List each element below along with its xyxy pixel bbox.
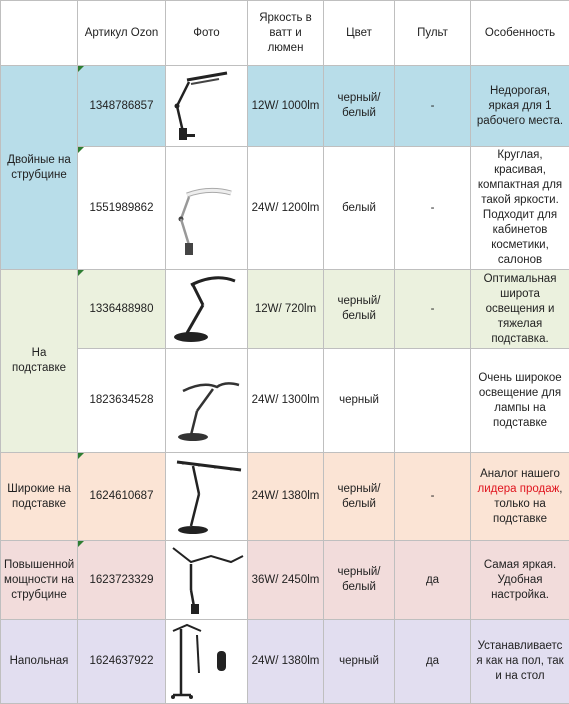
article-cell[interactable]: 1551989862: [78, 147, 166, 270]
table-row: [1, 66, 569, 147]
article-cell[interactable]: 1823634528: [78, 349, 166, 453]
remote-cell: -: [395, 147, 471, 270]
color-cell: черный/ белый: [324, 66, 395, 147]
lamp-photo: [166, 147, 248, 270]
group-label-floor: Напольная: [1, 620, 78, 704]
table-row: [1, 147, 569, 270]
feature-cell: Круглая, красивая, компактная для такой яркости. Подходит для кабинетов косметики, салонов: [471, 147, 569, 270]
feature-cell: [471, 453, 569, 541]
brightness-cell: 24W/ 1300lm: [248, 349, 324, 453]
feature-text: Аналог нашего: [480, 468, 560, 480]
header-color: Цвет: [324, 1, 395, 66]
header-brightness: Яркость в ватт и люмен: [248, 1, 324, 66]
group-label-wide-stand: Широкие на подставке: [1, 453, 78, 541]
header-photo: Фото: [166, 1, 248, 66]
feature-cell: Устанавливаетс я как на пол, так и на стол: [471, 620, 569, 704]
color-cell: белый: [324, 147, 395, 270]
lamp-photo: [166, 270, 248, 349]
remote-cell: да: [395, 620, 471, 704]
group-label-clamp-double: Двойные на струбцине: [1, 66, 78, 270]
header-article: Артикул Ozon: [78, 1, 166, 66]
article-cell[interactable]: 1623723329: [78, 541, 166, 620]
group-label-high-power: Повышенной мощности на струбцине: [1, 541, 78, 620]
feature-cell: Оптимальная широта освещения и тяжелая подставка.: [471, 270, 569, 349]
table-row: [1, 620, 569, 704]
remote-cell: -: [395, 270, 471, 349]
clamp-lamp-image: [169, 68, 245, 144]
article-cell[interactable]: 1624610687: [78, 453, 166, 541]
group-label-stand: На подставке: [1, 270, 78, 453]
brightness-cell: 24W/ 1200lm: [248, 147, 324, 270]
table-row: [1, 453, 569, 541]
brightness-cell: 24W/ 1380lm: [248, 453, 324, 541]
article-cell[interactable]: 1336488980: [78, 270, 166, 349]
header-type: [1, 1, 78, 66]
header-row: [1, 1, 569, 66]
article-cell[interactable]: 1348786857: [78, 66, 166, 147]
table-row: [1, 541, 569, 620]
header-feature: Особенность: [471, 1, 569, 66]
feature-cell: Недорогая, яркая для 1 рабочего места.: [471, 66, 569, 147]
lamp-photo: [166, 541, 248, 620]
remote-cell: -: [395, 66, 471, 147]
wide-bar-lamp-image: [169, 454, 245, 540]
brightness-cell: 12W/ 1000lm: [248, 66, 324, 147]
white-clamp-lamp-image: [169, 153, 245, 263]
article-cell[interactable]: 1624637922: [78, 620, 166, 704]
feature-cell: Самая яркая. Удобная настройка.: [471, 541, 569, 620]
floor-lamp-image: [169, 621, 245, 703]
color-cell: черный: [324, 620, 395, 704]
bestseller-link[interactable]: лидера продаж: [478, 483, 560, 495]
wide-stand-lamp-image: [169, 355, 245, 447]
remote-cell: [395, 349, 471, 453]
brightness-cell: 36W/ 2450lm: [248, 541, 324, 620]
lamp-photo: [166, 453, 248, 541]
color-cell: черный/ белый: [324, 453, 395, 541]
high-power-lamp-image: [169, 542, 245, 618]
brightness-cell: 12W/ 720lm: [248, 270, 324, 349]
remote-cell: -: [395, 453, 471, 541]
lamp-photo: [166, 66, 248, 147]
table-row: [1, 270, 569, 349]
stand-lamp-image: [169, 271, 245, 347]
brightness-cell: 24W/ 1380lm: [248, 620, 324, 704]
header-remote: Пульт: [395, 1, 471, 66]
lamp-photo: [166, 349, 248, 453]
color-cell: черный/ белый: [324, 270, 395, 349]
lamp-photo: [166, 620, 248, 704]
remote-cell: да: [395, 541, 471, 620]
feature-cell: Очень широкое освещение для лампы на подставке: [471, 349, 569, 453]
table-row: [1, 349, 569, 453]
color-cell: черный/ белый: [324, 541, 395, 620]
feature-text: , только на подставке: [493, 483, 563, 525]
color-cell: черный: [324, 349, 395, 453]
